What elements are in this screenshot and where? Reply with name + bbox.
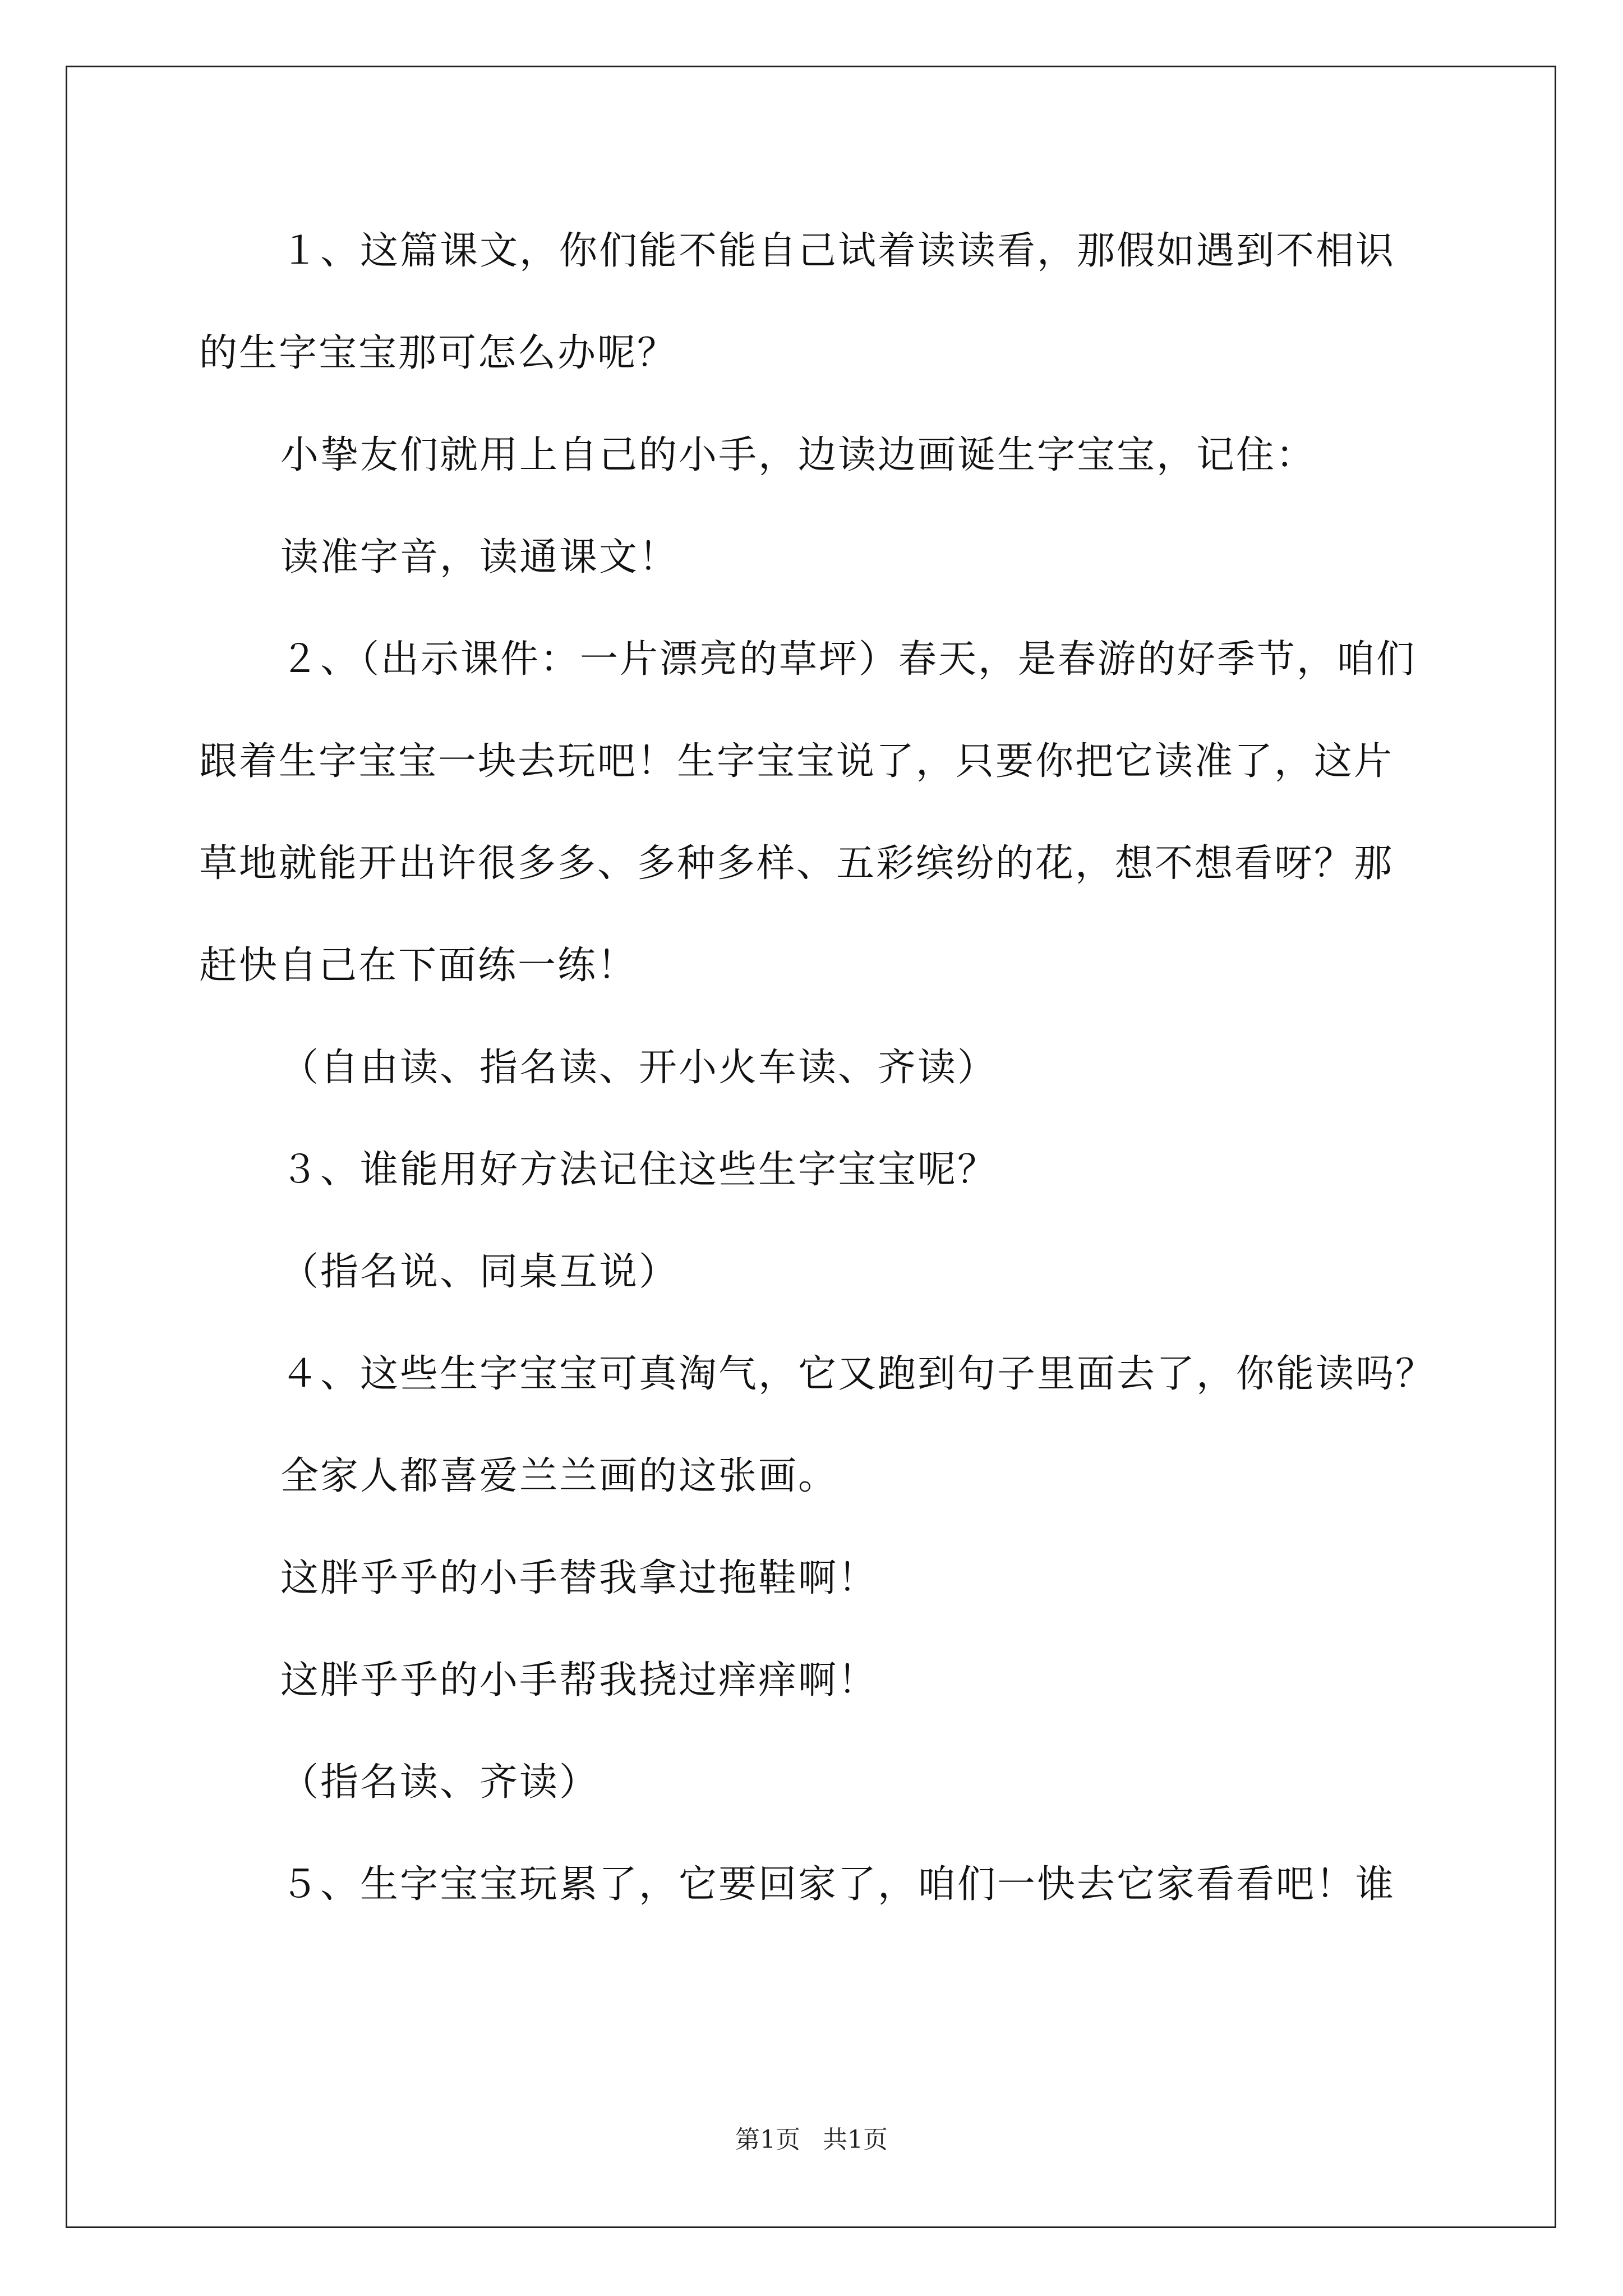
page-number: 第1页: [735, 2125, 800, 2154]
paragraph-line: 这胖乎乎的小手替我拿过拖鞋啊！: [280, 1556, 878, 1600]
page-total: 共1页: [823, 2125, 888, 2154]
paragraph-line: （指名说、同桌互说）: [280, 1250, 679, 1294]
paragraph-line: 小挚友们就用上自己的小手，边读边画诞生字宝宝，记住：: [280, 433, 1316, 477]
paragraph-line: 跟着生字宝宝一块去玩吧！生字宝宝说了，只要你把它读准了，这片: [199, 739, 1394, 784]
paragraph-line: 全家人都喜爱兰兰画的这张画。: [280, 1454, 838, 1498]
paragraph-line: 赶快自己在下面练一练！: [199, 944, 638, 988]
paragraph-line: ５、生字宝宝玩累了，它要回家了，咱们一快去它家看看吧！谁: [280, 1862, 1396, 1907]
page-footer: [0, 2123, 1623, 2157]
paragraph-line: 这胖乎乎的小手帮我挠过痒痒啊！: [280, 1658, 878, 1703]
paragraph-line: １、这篇课文，你们能不能自己试着读读看，那假如遇到不相识: [280, 229, 1396, 273]
paragraph-line: （自由读、指名读、开小火车读、齐读）: [280, 1046, 998, 1090]
paragraph-line: 草地就能开出许很多多、多种多样、五彩缤纷的花，想不想看呀？那: [199, 841, 1394, 886]
paragraph-line: （指名读、齐读）: [280, 1760, 600, 1805]
paragraph-line: ４、这些生字宝宝可真淘气，它又跑到句子里面去了，你能读吗？: [280, 1352, 1436, 1396]
paragraph-line: ３、谁能用好方法记住这些生字宝宝呢？: [280, 1148, 998, 1192]
paragraph-line: 的生字宝宝那可怎么办呢？: [199, 331, 677, 375]
paragraph-line: ２、（出示课件：一片漂亮的草坪）春天，是春游的好季节，咱们: [280, 637, 1417, 682]
paragraph-line: 读准字音，读通课文！: [280, 535, 679, 579]
